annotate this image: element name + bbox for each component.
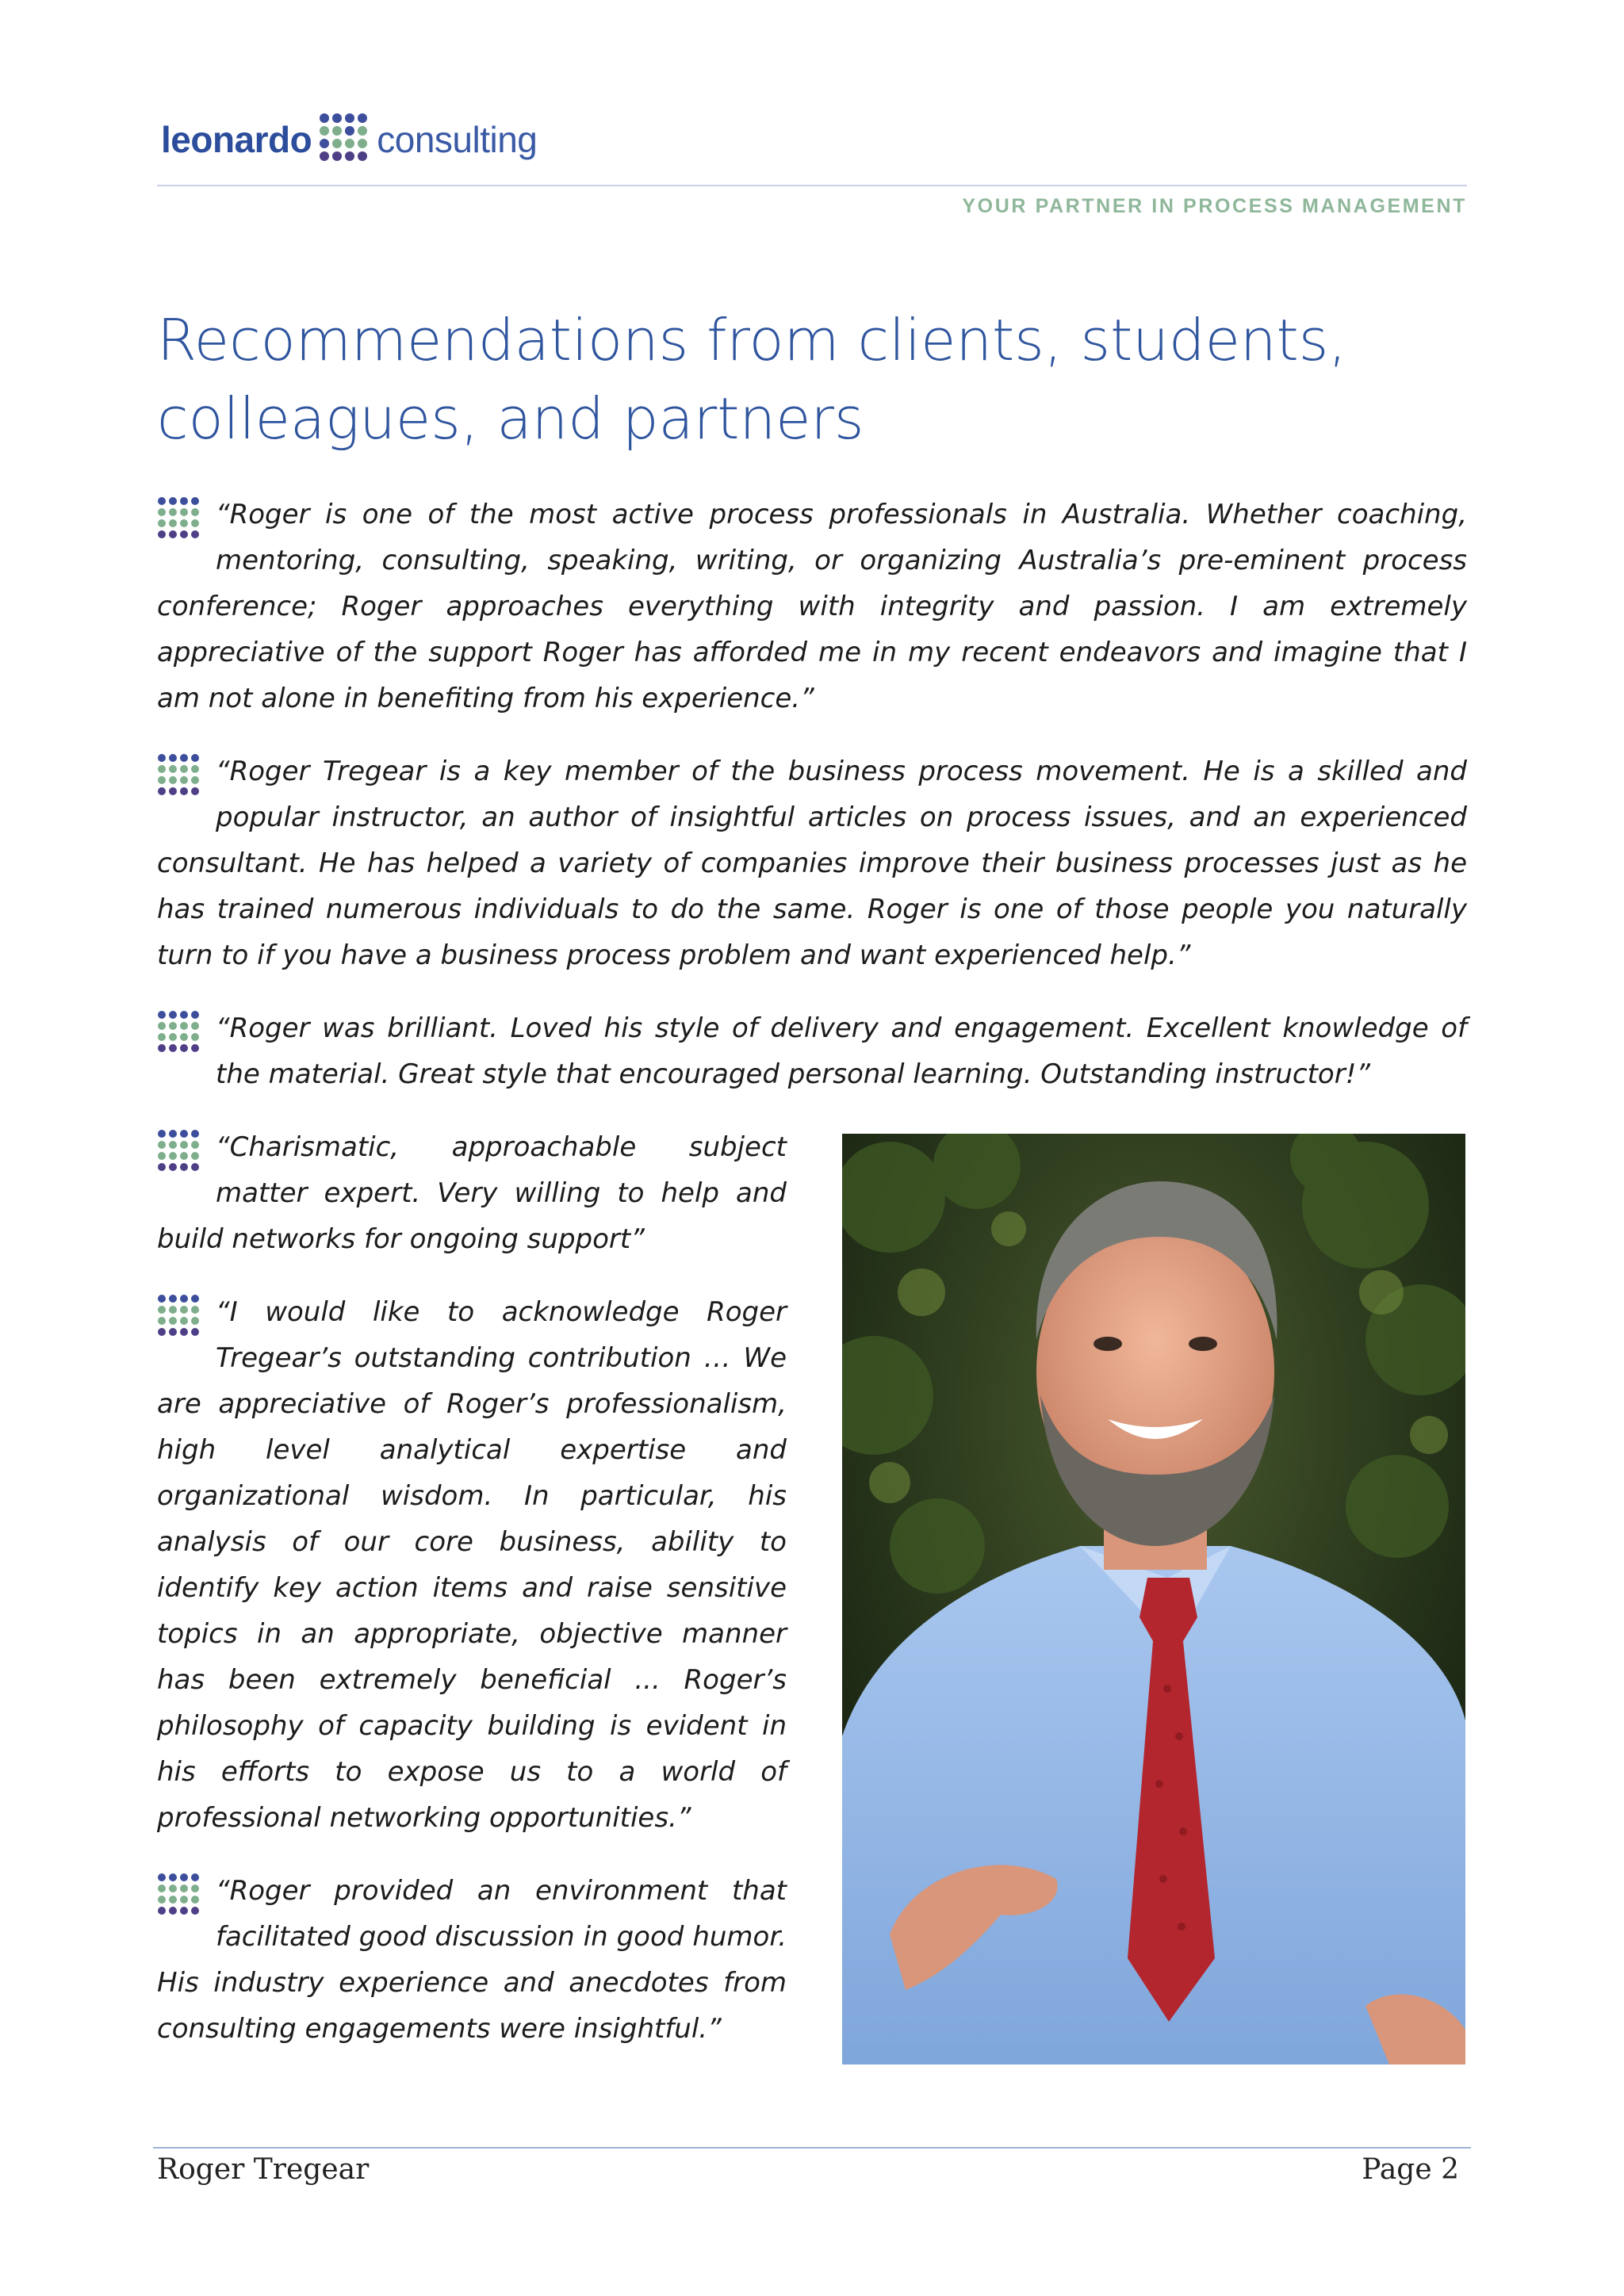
quote-text: “Charismatic, approachable subject matter expert. Very willing to help and build networks for ongoing support” <box>157 1131 787 1255</box>
quote-text: “Roger is one of the most active process professionals in Australia. Whether coaching, mentoring, consulting, speaking, writing, or organizing Australia’s pre-eminent process conference; Roger approaches everything with integrity and passion. I am extremely appreciative of the support Roger has afforded me in my recent endeavors and imagine that I am not alone in benefiting from his experience.” <box>157 499 1467 714</box>
leonardo-dots-icon <box>157 1873 205 1919</box>
logo-word-leonardo: leonardo <box>161 119 312 160</box>
leonardo-dots-icon <box>157 753 205 799</box>
logo-dots-icon <box>318 112 370 167</box>
header-divider <box>157 185 1467 186</box>
footer-author: Roger Tregear <box>157 2153 370 2186</box>
page-title: Recommendations from clients, students, colleagues, and partners <box>157 307 1347 452</box>
footer-divider <box>153 2147 1471 2149</box>
quote-text: “I would like to acknowledge Roger Tregear’s outstanding contribution … We are appreciative of Roger’s professionalism, high level analytical expertise and organizational wisdom. In particular, his analysis of our core business, ability to identify key action items and raise sensitive topics in an appropriate, objective manner has been extremely beneficial ... Roger’s philosophy of capacity building is evident in his efforts to expose us to a world of professional networking opportunities.” <box>157 1296 787 1834</box>
recommendation-quote-5 <box>157 1289 787 1841</box>
recommendation-quote-6 <box>157 1868 787 2052</box>
page-number: Page 2 <box>1362 2153 1459 2186</box>
recommendation-quote-3 <box>157 1005 1467 1097</box>
recommendation-quote-2 <box>157 748 1467 978</box>
quote-text: “Roger was brilliant. Loved his style of delivery and engagement. Excellent knowledge of the material. Great style that encouraged personal learning. Outstanding instructor!” <box>216 1012 1467 1090</box>
leonardo-consulting-logo <box>161 108 537 171</box>
tagline: YOUR PARTNER IN PROCESS MANAGEMENT <box>962 195 1467 217</box>
leonardo-dots-icon <box>157 496 205 542</box>
recommendation-quote-4 <box>157 1124 787 1262</box>
quote-text: “Roger Tregear is a key member of the business process movement. He is a skilled and popular instructor, an author of insightful articles on process issues, and an experienced consultant. He has helped a variety of companies improve their business processes just as he has trained numerous individuals to do the same. Roger is one of those people you naturally turn to if you have a business process problem and want experienced help.” <box>157 756 1467 971</box>
portrait-photo <box>842 1134 1465 2064</box>
leonardo-dots-icon <box>157 1129 205 1175</box>
recommendation-quote-1 <box>157 492 1467 721</box>
leonardo-dots-icon <box>157 1010 205 1056</box>
logo-word-consulting: consulting <box>377 119 538 160</box>
leonardo-dots-icon <box>157 1294 205 1340</box>
quote-text: “Roger provided an environment that facilitated good discussion in good humor. His industry experience and anecdotes from consulting engagements were insightful.” <box>157 1875 787 2045</box>
